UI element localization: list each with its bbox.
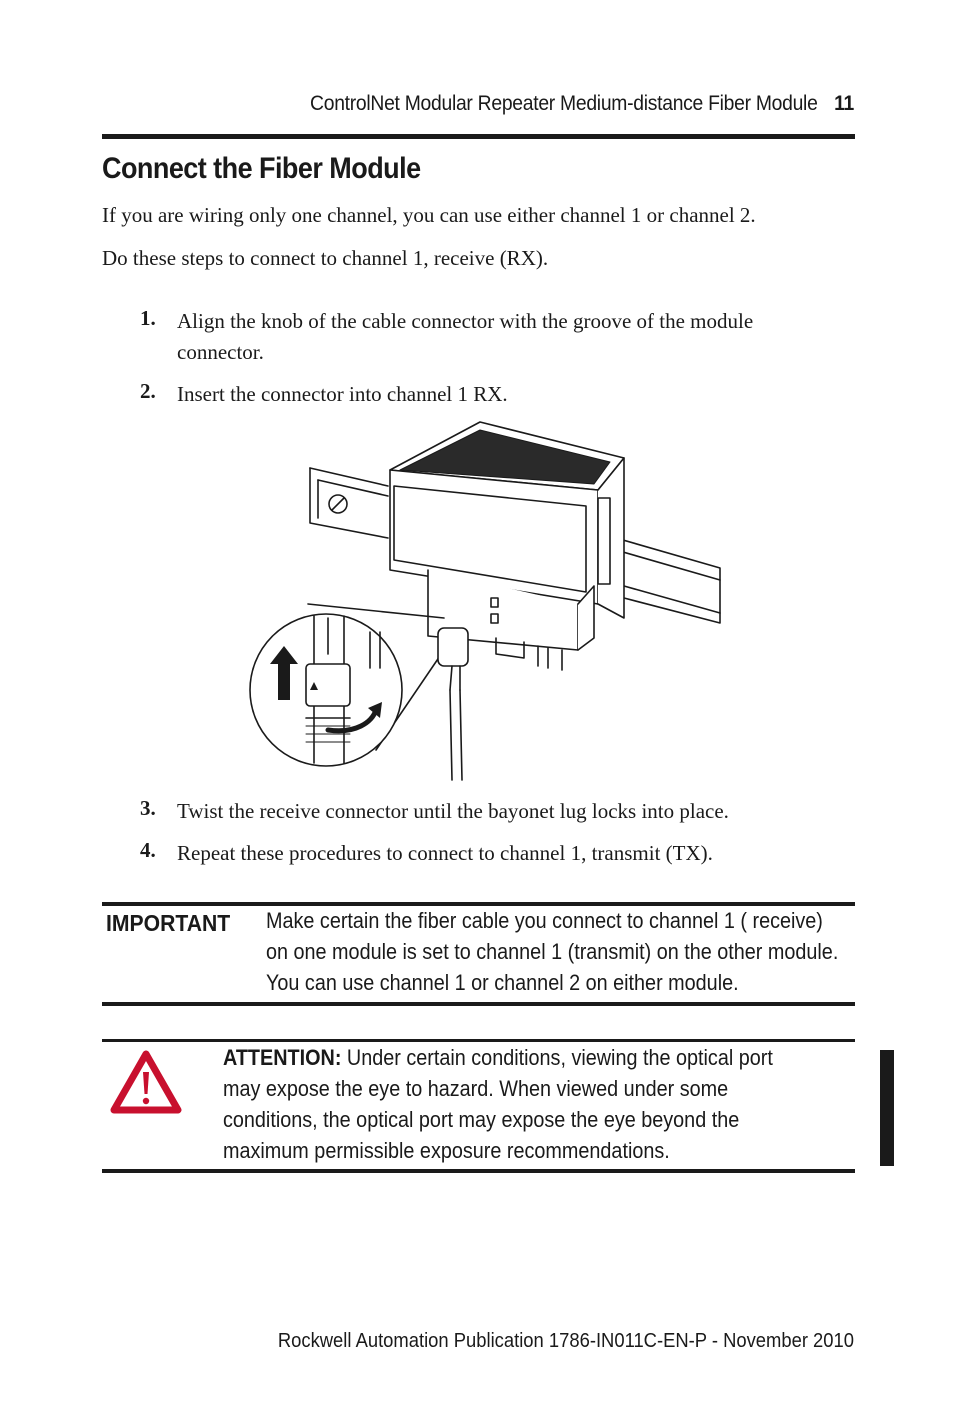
step-number: 1.: [140, 306, 156, 330]
step-text: Insert the connector into channel 1 RX.: [177, 382, 508, 406]
header-rule: [102, 134, 855, 139]
running-header: [162, 92, 854, 132]
important-text: Make certain the fiber cable you connect to channel 1 ( receive) on one module is set to channel 1 (transmit) on the other module. You can use channel 1 or channel 2 on either module.: [266, 908, 839, 995]
footer-publication: Rockwell Automation Publication 1786-IN011C-EN-P - November 2010: [277, 1330, 854, 1352]
intro-paragraph-1: If you are wiring only one channel, you can use either channel 1 or channel 2.: [102, 203, 756, 227]
step-text: Align the knob of the cable connector with the groove of the module connector.: [177, 309, 754, 364]
intro-paragraph-2: Do these steps to connect to channel 1, receive (RX).: [102, 246, 549, 270]
attention-rule-bottom: [102, 1169, 855, 1173]
step-text: Repeat these procedures to connect to channel 1, transmit (TX).: [177, 841, 713, 865]
attention-label: ATTENTION:: [223, 1045, 342, 1070]
step-number: 3.: [140, 796, 156, 820]
step-number: 4.: [140, 838, 156, 862]
attention-text: Under certain conditions, viewing the optical port may expose the eye to hazard. When viewed under some conditions, the optical port may expose the eye beyond the maximum permissible exposure recommendations.: [223, 1045, 773, 1163]
page-number: 11: [834, 92, 854, 115]
fiber-connector-illustration: [248, 418, 728, 784]
chapter-thumb-tab: [880, 1050, 894, 1166]
important-label: IMPORTANT: [106, 910, 231, 936]
step-text: Twist the receive connector until the bayonet lug locks into place.: [177, 799, 729, 823]
section-title: Connect the Fiber Module: [102, 152, 421, 185]
warning-triangle-icon: [110, 1050, 182, 1114]
attention-message: [223, 1042, 799, 1166]
step-number: 2.: [140, 379, 156, 403]
header-title: ControlNet Modular Repeater Medium-distance Fiber Module: [310, 92, 818, 115]
important-rule-bottom: [102, 1002, 855, 1006]
